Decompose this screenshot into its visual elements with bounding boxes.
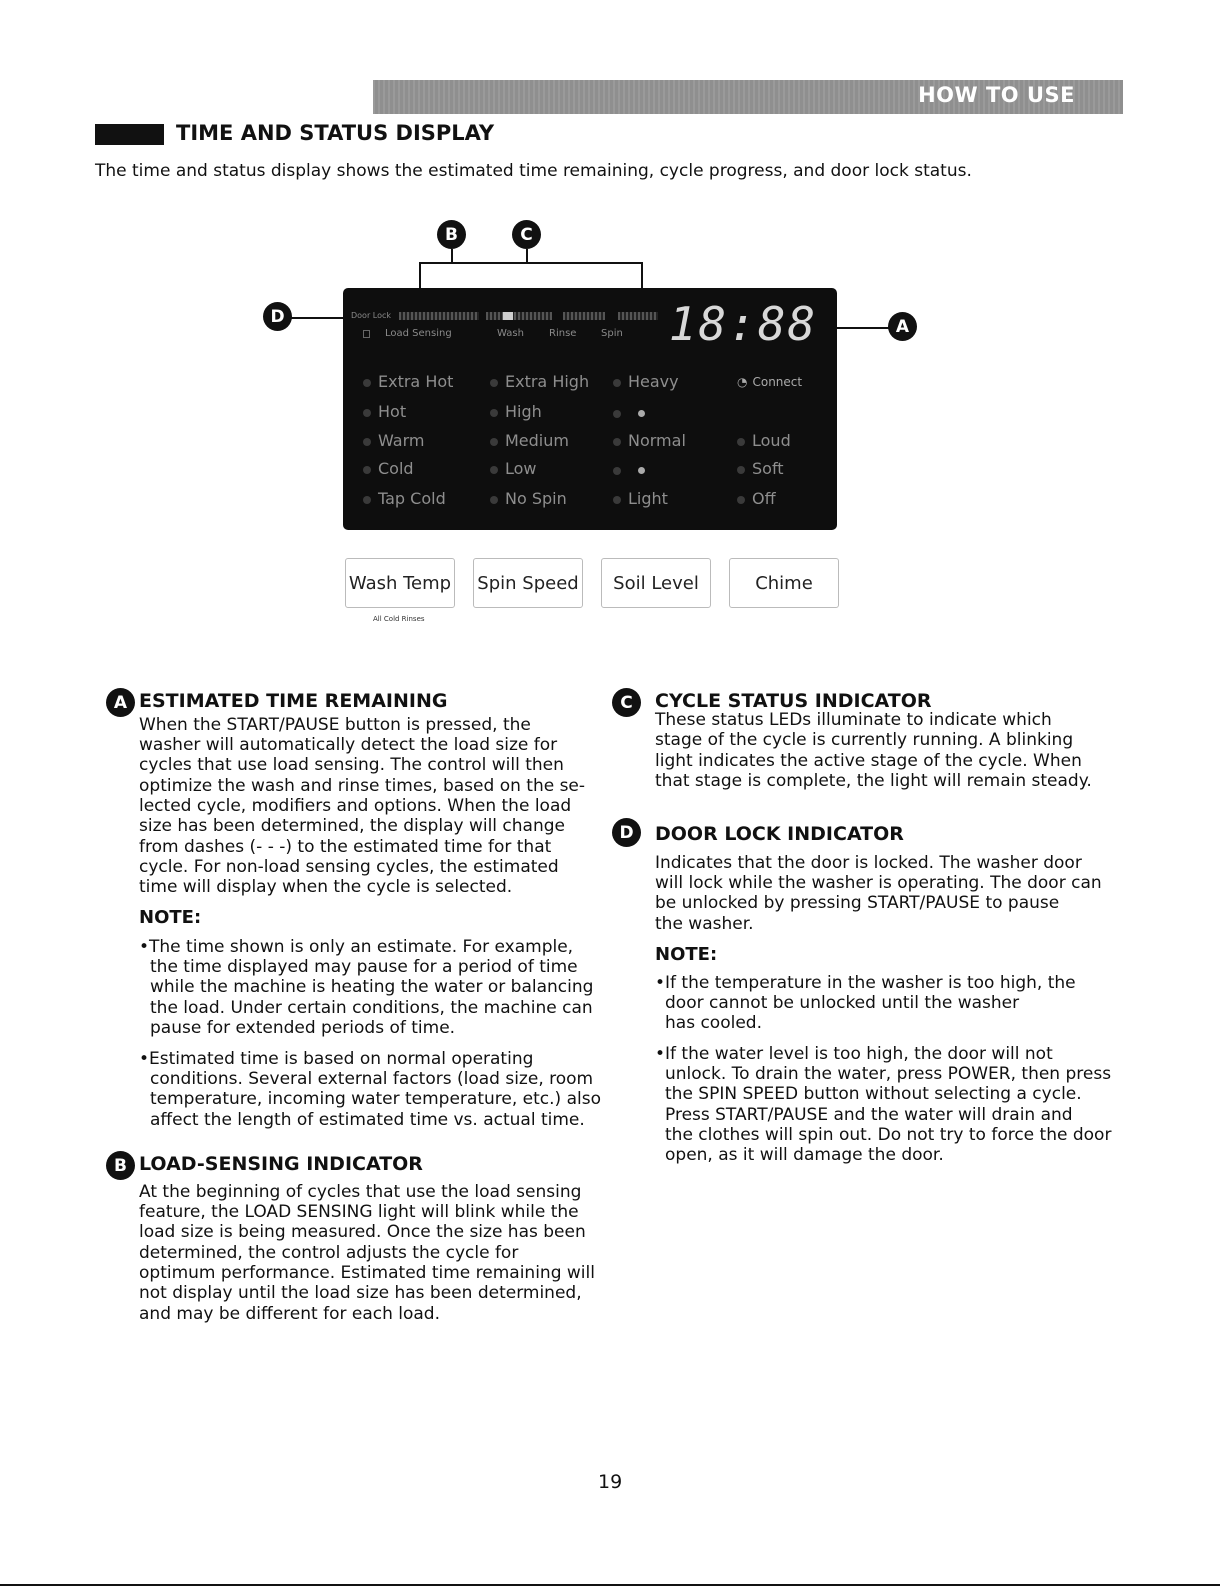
page-number: 19	[598, 1471, 623, 1493]
page-title: TIME AND STATUS DISPLAY	[176, 121, 495, 145]
body-line: cycle. For non-load sensing cycles, the estimated	[139, 857, 559, 877]
led-icon	[613, 467, 621, 475]
spin-speed-button[interactable]: Spin Speed	[473, 558, 583, 608]
all-cold-rinses-label: All Cold Rinses	[373, 615, 425, 623]
soil-level-option: Heavy	[613, 372, 679, 391]
led-icon	[490, 496, 498, 504]
led-icon	[363, 466, 371, 474]
bracket-top	[419, 262, 643, 264]
led-icon	[737, 466, 745, 474]
lock-icon	[363, 330, 370, 338]
title-marker	[95, 124, 164, 145]
wash-temp-button[interactable]: Wash Temp	[345, 558, 455, 608]
body-line: load size is being measured. Once the size has been	[139, 1222, 586, 1242]
note-line: pause for extended periods of time.	[150, 1018, 456, 1038]
body-line: These status LEDs illuminate to indicate which	[655, 710, 1052, 730]
wash-temp-option: Cold	[363, 459, 414, 478]
bullet-dot-icon	[638, 467, 645, 474]
section-b-marker: B	[106, 1151, 135, 1180]
connect-indicator: ◔ Connect	[737, 375, 803, 389]
chime-option: Soft	[737, 459, 784, 478]
body-line: be unlocked by pressing START/PAUSE to pause	[655, 893, 1060, 913]
spin-speed-option: Medium	[490, 431, 569, 450]
led-icon	[363, 496, 371, 504]
spin-speed-option: Low	[490, 459, 537, 478]
led-icon	[490, 438, 498, 446]
note-line: Press START/PAUSE and the water will drain and	[665, 1105, 1073, 1125]
page-bottom-rule	[0, 1584, 1220, 1586]
rinse-led-bar	[563, 312, 605, 320]
spin-led-bar	[618, 312, 658, 320]
note-line: the load. Under certain conditions, the machine can	[150, 998, 593, 1018]
note-line: unlock. To drain the water, press POWER, then press	[665, 1064, 1112, 1084]
bracket-left	[419, 262, 421, 289]
leader-b	[451, 249, 453, 263]
body-line: and may be different for each load.	[139, 1304, 441, 1324]
led-icon	[737, 438, 745, 446]
callout-b: B	[437, 220, 466, 249]
status-load-sensing: Load Sensing	[385, 328, 452, 339]
chime-button[interactable]: Chime	[729, 558, 839, 608]
body-line: washer will automatically detect the load size for	[139, 735, 558, 755]
wifi-icon: ◔	[737, 375, 748, 389]
section-d-title: DOOR LOCK INDICATOR	[655, 823, 904, 845]
note-line: the SPIN SPEED button without selecting a cycle.	[665, 1084, 1082, 1104]
chime-option: Off	[737, 489, 776, 508]
led-icon	[363, 379, 371, 387]
note-line: •The time shown is only an estimate. For example,	[139, 937, 574, 957]
body-line: not display until the load size has been determined,	[139, 1283, 582, 1303]
how-to-use-banner	[373, 80, 1123, 114]
led-icon	[613, 496, 621, 504]
led-icon	[613, 379, 621, 387]
chime-option: Loud	[737, 431, 791, 450]
section-b-title: LOAD-SENSING INDICATOR	[139, 1153, 423, 1175]
section-d-note-label: NOTE:	[655, 944, 718, 965]
note-line: door cannot be unlocked until the washer	[665, 993, 1020, 1013]
body-line: optimize the wash and rinse times, based on the se-	[139, 776, 586, 796]
wash-temp-option: Hot	[363, 402, 406, 421]
bullet-dot-icon	[638, 410, 645, 417]
note-line: the clothes will spin out. Do not try to force the door	[665, 1125, 1112, 1145]
callout-c: C	[512, 220, 541, 249]
door-lock-label: Door Lock	[351, 311, 392, 320]
intro-text: The time and status display shows the estimated time remaining, cycle progress, and door lock status.	[95, 161, 972, 181]
status-spin: Spin	[601, 328, 623, 339]
led-icon	[737, 496, 745, 504]
wash-temp-option: Extra Hot	[363, 372, 453, 391]
body-line: that stage is complete, the light will remain steady.	[655, 771, 1092, 791]
body-line: time will display when the cycle is selected.	[139, 877, 513, 897]
note-line: has cooled.	[665, 1013, 762, 1033]
body-line: When the START/PAUSE button is pressed, the	[139, 715, 531, 735]
led-icon	[363, 438, 371, 446]
body-line: At the beginning of cycles that use the load sensing	[139, 1182, 582, 1202]
leader-d	[290, 317, 344, 319]
leader-a	[837, 327, 889, 329]
body-line: from dashes (- - -) to the estimated time for that	[139, 837, 552, 857]
body-line: optimum performance. Estimated time remaining will	[139, 1263, 595, 1283]
body-line: Indicates that the door is locked. The washer door	[655, 853, 1082, 873]
led-icon	[490, 409, 498, 417]
leader-c	[526, 249, 528, 263]
note-line: •Estimated time is based on normal operating	[139, 1049, 534, 1069]
note-line: conditions. Several external factors (load size, room	[150, 1069, 594, 1089]
body-line: cycles that use load sensing. The control will then	[139, 755, 564, 775]
section-a-marker: A	[106, 688, 135, 717]
spin-speed-option: No Spin	[490, 489, 567, 508]
section-d-marker: D	[612, 818, 641, 847]
body-line: feature, the LOAD SENSING light will blink while the	[139, 1202, 579, 1222]
section-c-marker: C	[612, 688, 641, 717]
body-line: the washer.	[655, 914, 754, 934]
spin-speed-option: High	[490, 402, 542, 421]
wash-active-led	[503, 312, 513, 320]
led-icon	[490, 379, 498, 387]
led-icon	[613, 438, 621, 446]
led-icon	[490, 466, 498, 474]
load-sensing-led-bar	[399, 312, 479, 320]
section-a-note-label: NOTE:	[139, 907, 202, 928]
body-line: size has been determined, the display will change	[139, 816, 565, 836]
body-line: lected cycle, modifiers and options. When the load	[139, 796, 572, 816]
soil-level-button[interactable]: Soil Level	[601, 558, 711, 608]
banner-text: HOW TO USE	[918, 83, 1075, 107]
time-display: 18:88	[668, 297, 818, 351]
body-line: determined, the control adjusts the cycle for	[139, 1243, 519, 1263]
body-line: light indicates the active stage of the cycle. When	[655, 751, 1082, 771]
wash-temp-option: Tap Cold	[363, 489, 446, 508]
note-line: temperature, incoming water temperature, etc.) also	[150, 1089, 601, 1109]
wash-temp-option: Warm	[363, 431, 424, 450]
note-line: while the machine is heating the water or balancing	[150, 977, 594, 997]
status-rinse: Rinse	[549, 328, 577, 339]
note-line: affect the length of estimated time vs. actual time.	[150, 1110, 585, 1130]
note-line: •If the temperature in the washer is too high, the	[655, 973, 1076, 993]
section-a-title: ESTIMATED TIME REMAINING	[139, 690, 448, 712]
callout-a: A	[888, 312, 917, 341]
note-line: the time displayed may pause for a period of time	[150, 957, 578, 977]
led-icon	[613, 410, 621, 418]
soil-level-option: Normal	[613, 431, 686, 450]
callout-d: D	[263, 302, 292, 331]
body-line: will lock while the washer is operating. The door can	[655, 873, 1102, 893]
bracket-right	[641, 262, 643, 289]
section-c-title: CYCLE STATUS INDICATOR	[655, 690, 932, 712]
note-line: open, as it will damage the door.	[665, 1145, 944, 1165]
soil-level-option: Light	[613, 489, 668, 508]
led-icon	[363, 409, 371, 417]
note-line: •If the water level is too high, the door will not	[655, 1044, 1053, 1064]
wash-led-bar	[486, 312, 552, 320]
status-wash: Wash	[497, 328, 524, 339]
body-line: stage of the cycle is currently running. A blinking	[655, 730, 1074, 750]
spin-speed-option: Extra High	[490, 372, 589, 391]
